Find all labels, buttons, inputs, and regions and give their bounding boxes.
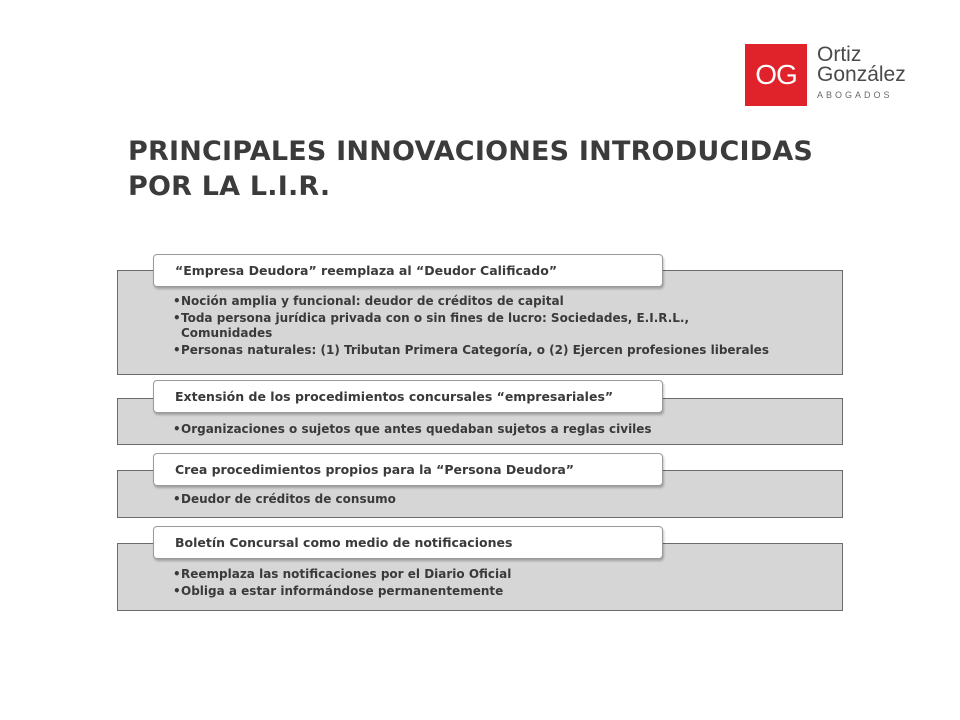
- slide-title: [128, 134, 848, 204]
- bullet-item: • Obliga a estar informándose permanentemente: [173, 584, 813, 599]
- slide-title-line1: PRINCIPALES INNOVACIONES INTRODUCIDAS: [128, 136, 814, 167]
- section-header: Boletín Concursal como medio de notificaciones: [153, 526, 663, 559]
- section-bullets: [173, 492, 813, 509]
- bullet-item: • Toda persona jurídica privada con o sin fines de lucro: Sociedades, E.I.R.L., Comunidades: [173, 311, 741, 341]
- section-bullets: [173, 294, 813, 360]
- section-bullets: [173, 422, 813, 439]
- section-header: Crea procedimientos propios para la “Persona Deudora”: [153, 453, 663, 486]
- bullet-item: • Reemplaza las notificaciones por el Diario Oficial: [173, 567, 813, 582]
- section-bullets: [173, 567, 813, 601]
- logo-mark: OG: [745, 44, 807, 106]
- bullet-item: • Noción amplia y funcional: deudor de créditos de capital: [173, 294, 813, 309]
- logo-subtitle: ABOGADOS: [817, 90, 893, 100]
- company-logo: [745, 44, 915, 106]
- logo-name-line2: González: [817, 63, 906, 86]
- logo-name-line1: Ortiz: [817, 43, 862, 66]
- bullet-item: • Personas naturales: (1) Tributan Primera Categoría, o (2) Ejercen profesiones liberales: [173, 343, 813, 358]
- logo-name: [817, 45, 906, 85]
- section-header: “Empresa Deudora” reemplaza al “Deudor Calificado”: [153, 254, 663, 287]
- slide-title-line2: POR LA L.I.R.: [128, 171, 331, 202]
- bullet-item: • Organizaciones o sujetos que antes quedaban sujetos a reglas civiles: [173, 422, 813, 437]
- section-header: Extensión de los procedimientos concursales “empresariales”: [153, 380, 663, 413]
- bullet-item: • Deudor de créditos de consumo: [173, 492, 813, 507]
